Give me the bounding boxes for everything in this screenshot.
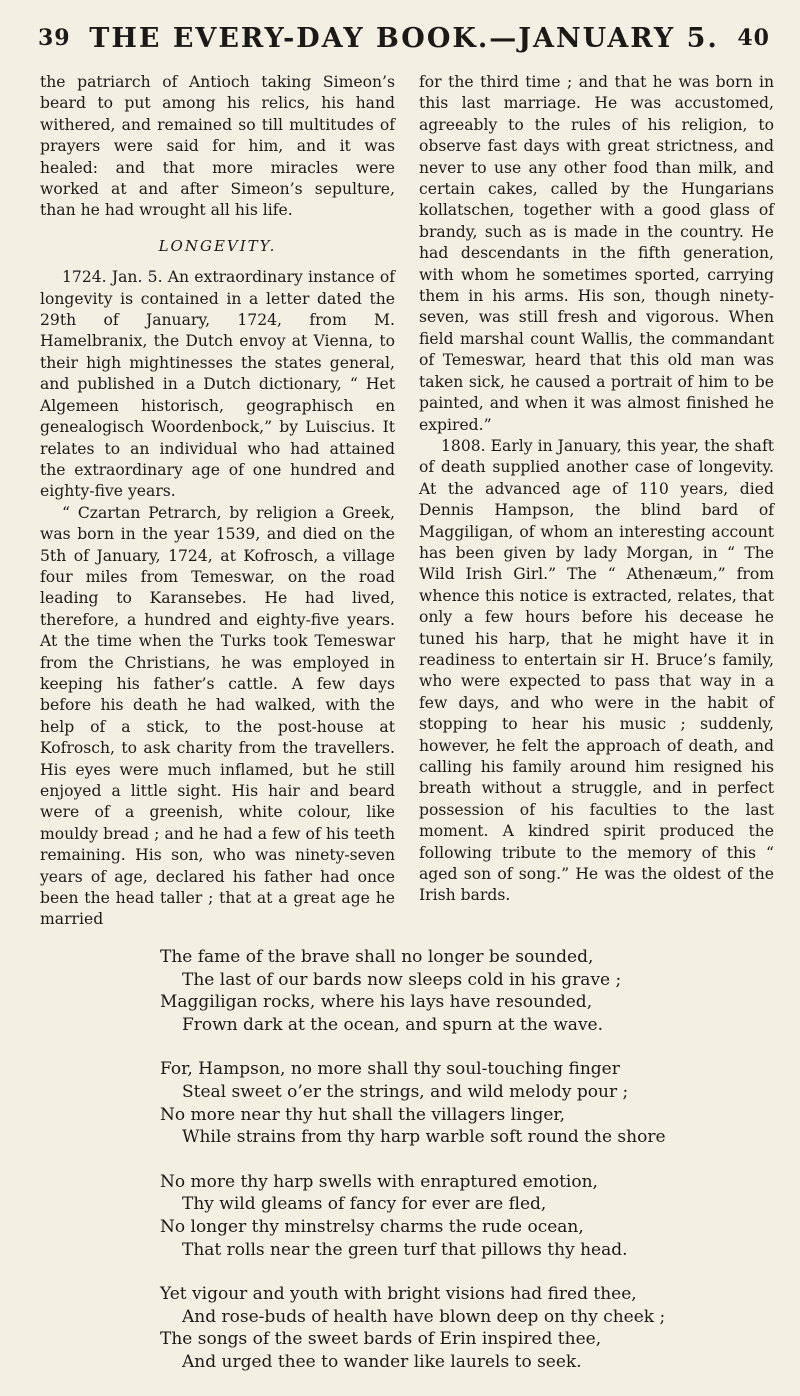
- poem-line: Frown dark at the ocean, and spurn at the wave.: [182, 1014, 604, 1035]
- poem-line: While strains from thy harp warble soft round the shore: [182, 1127, 666, 1148]
- poem-line: Steal sweet o’er the strings, and wild melody pour ;: [182, 1081, 629, 1102]
- paragraph-1808: 1808. Early in January, this year, the shaft of death supplied another case of longevity. At the advanced age of 110 years, died Dennis Hampson, the blind bard of Maggiligan, of whom an interesting account has been given by lady Morgan, in “ The Wild Irish Girl.” The “ Athenæum,” from whence this notice is extracted, relates, that only a few hours before his decease he tuned his harp, that he might have it in readiness to entertain sir H. Bruce’s family, who were expected to pass that way in a few days, and who were in the habit of stopping to hear his music ; suddenly, however, he felt the approach of death, and calling his family around him resigned his breath without a struggle, and in perfect possession of his faculties to the last moment. A kindred spirit produced the following tribute to the memory of this “ aged son of song.” He was the oldest of the Irish bards.: [419, 436, 774, 905]
- poem-line: No more near thy hut shall the villagers linger,: [160, 1104, 566, 1125]
- left-column: [40, 72, 395, 931]
- section-heading-longevity: LONGEVITY.: [158, 236, 277, 255]
- page-number-left: 39: [38, 25, 71, 51]
- poem-line: Thy wild gleams of fancy for ever are fled,: [182, 1194, 547, 1215]
- poem-line: Yet vigour and youth with bright visions had fired thee,: [160, 1284, 637, 1305]
- poem-line: The last of our bards now sleeps cold in his grave ;: [182, 969, 622, 990]
- poem-line: No more thy harp swells with enraptured emotion,: [160, 1171, 598, 1192]
- right-column: [419, 72, 774, 931]
- poem-stanza: [160, 946, 760, 1036]
- poem: [160, 946, 760, 1396]
- poem-line: The fame of the brave shall no longer be sounded,: [160, 947, 594, 967]
- poem-stanza: [160, 1171, 760, 1261]
- page-number-right: 40: [737, 25, 770, 51]
- poem-line: For, Hampson, no more shall thy soul-touching finger: [160, 1059, 620, 1080]
- poem-line: That rolls near the green turf that pillows thy head.: [182, 1239, 628, 1260]
- paragraph-czartan: “ Czartan Petrarch, by religion a Greek, was born in the year 1539, and died on the 5th of January, 1724, at Kofrosch, a village four miles from Temeswar, on the road leading to Karansebes. He had lived, therefore, a hundred and eighty-five years. At the time when the Turks took Temeswar from the Christians, he was employed in keeping his father’s cattle. A few days before his death he had walked, with the help of a stick, to the post-house at Kofrosch, to ask charity from the travellers. His eyes were much inflamed, but he still enjoyed a little sight. His hair and beard were of a greenish, white colour, like mouldy bread ; and he had a few of his teeth remaining. His son, who was ninety-seven years of age, declared his father had once been the head taller ; that at a great age he married: [40, 503, 395, 929]
- poem-line: The songs of the sweet bards of Erin inspired thee,: [160, 1329, 602, 1350]
- two-column-body: [40, 72, 775, 931]
- paragraph-simeon: the patriarch of Antioch taking Simeon’s beard to put among his relics, his hand withered, and remained so till multitudes of prayers were said for him, and it was healed: and that more miracles were worked at and after Simeon’s sepulture, than he had wrought all his life.: [40, 73, 395, 220]
- running-header: [38, 14, 770, 62]
- poem-stanza: [160, 1058, 760, 1148]
- paragraph-1724: 1724. Jan. 5. An extraordinary instance of longevity is contained in a letter dated the 29th of January, 1724, from M. Hamelbranix, the Dutch envoy at Vienna, to their high mightinesses the states general, and published in a Dutch dictionary, “ Het Algemeen historisch, geographisch en genealogisch Woordenbock,” by Luiscius. It relates to an individual who had attained the extraordinary age of one hundred and eighty-five years.: [40, 268, 395, 501]
- paragraph-continuation: for the third time ; and that he was born in this last marriage. He was accustomed, agreeably to the rules of his religion, to observe fast days with great strictness, and never to use any other food than milk, and certain cakes, called by the Hungarians kollatschen, together with a good glass of brandy, such as is made in the country. He had descendants in the fifth generation, with whom he sometimes sported, carrying them in his arms. His son, though ninety-seven, was still fresh and vigorous. When field marshal count Wallis, the commandant of Temeswar, heard that this old man was taken sick, he caused a portrait of him to be painted, and when it was almost finished he expired.”: [419, 73, 774, 434]
- poem-line: No longer thy minstrelsy charms the rude ocean,: [160, 1216, 584, 1237]
- poem-line: Maggiligan rocks, where his lays have resounded,: [160, 992, 593, 1013]
- poem-line: And urged thee to wander like laurels to seek.: [182, 1351, 582, 1372]
- running-title: THE EVERY-DAY BOOK.—JANUARY 5.: [89, 22, 719, 54]
- poem-line: And rose-buds of health have blown deep on thy cheek ;: [182, 1306, 666, 1327]
